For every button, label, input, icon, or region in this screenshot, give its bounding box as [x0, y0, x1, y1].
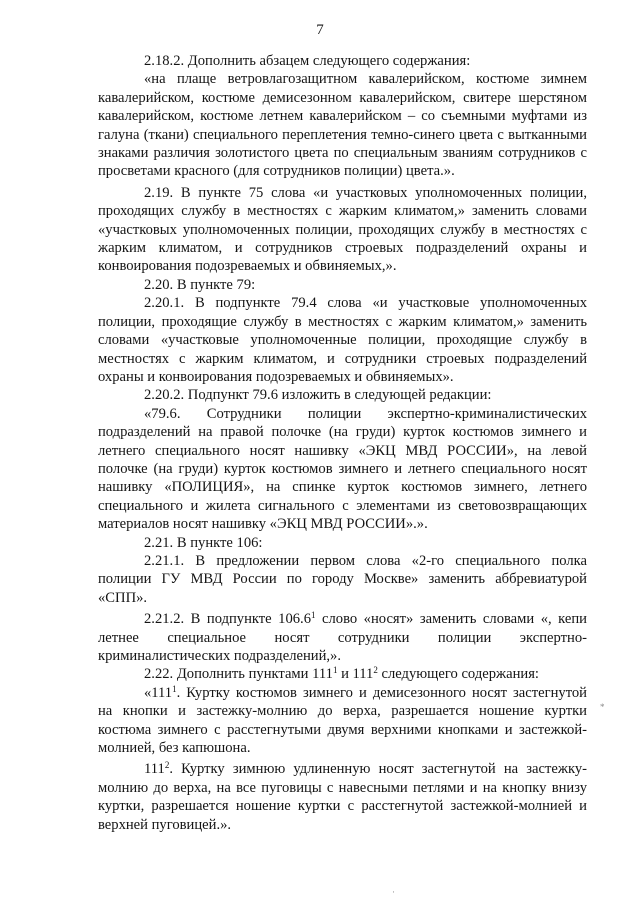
paragraph-2-21-2	[98, 610, 587, 665]
paragraph-2-20-1: 2.20.1. В подпункте 79.4 слова «и участковые уполномоченных полиции, проходящие службу в местностях с жарким климатом,» заменить словами «участковые уполномоченные полиции, проходящие службу в местностях с жарким климатом, и сотрудники строевых подразделений охраны и конвоирования подозреваемых и обвиняемых».	[98, 295, 587, 385]
paragraph-2-22-rest: следующего содержания:	[377, 666, 539, 683]
superscript: 2	[373, 665, 378, 676]
paragraph-111-2	[98, 760, 587, 834]
paragraph-79-6: «79.6. Сотрудники полиции экспертно-криминалистических подразделений на правой полочке (на груди) курток костюмов зимнего и летнего специального носят нашивку «ЭКЦ МВД РОССИИ», на левой полочке (на груди) курток костюмов зимнего и летнего специального носят нашивку «ПОЛИЦИЯ», на спинке курток костюмов зимнего, летнего специального и жилета сигнального с элементами из световозвращающих материалов носят нашивку «ЭКЦ МВД РОССИИ».».	[98, 405, 587, 533]
paragraph-2-21-1: 2.21.1. В предложении первом слова «2-го специального полка полиции ГУ МВД России по городу Москве» заменить аббревиатурой «СПП».	[98, 552, 587, 606]
paragraph-2-21-2-lead: 2.21.2. В подпункте 106.6	[144, 611, 312, 628]
paragraph-2-18-2: 2.18.2. Дополнить абзацем следующего содержания:	[144, 53, 471, 69]
superscript: 1	[311, 610, 316, 621]
superscript: 1	[332, 665, 338, 676]
paragraph-2-18-2-text: «на плаще ветровлагозащитном кавалерийском, костюме зимнем кавалерийском, костюме демисезонном кавалерийском, свитере шерстяном кавалерийском, костюме летнем кавалерийском – со съемными муфтами из галуна (ткани) специального переплетения темно-синего цвета с вытканными знаками различия золотистого цвета по специальным званиям сотрудников с просветами красного (для сотрудников полиции) цвета.».	[98, 71, 587, 180]
paragraph-2-22	[98, 665, 587, 683]
page-number: 7	[316, 22, 324, 38]
paragraph-2-21-2-rest: слово «носят» заменить словами «, кепи летнее специальное носят сотрудники полиции экспертно-криминалистических подразделений,».	[98, 611, 587, 664]
scan-speck: ·	[392, 887, 395, 897]
paragraph-111-2-lead: 111	[144, 761, 165, 778]
paragraph-2-22-middle: и 111	[337, 666, 374, 683]
paragraph-111-1-rest: . Куртку костюмов зимнего и демисезонного носят застегнутой на кнопки и застежку-молнию до верха, разрешается ношение куртки костюма зимнего с расстегнутыми двумя верхними кнопками и застежкой-молнией, без капюшона.	[98, 684, 587, 757]
scan-speck: *	[600, 702, 605, 712]
document-body	[98, 52, 587, 834]
paragraph-2-20: 2.20. В пункте 79:	[144, 276, 256, 293]
superscript: 2	[164, 760, 170, 771]
paragraph-2-19: 2.19. В пункте 75 слова «и участковых уполномоченных полиции, проходящих службу в местностях с жарким климатом,» заменить словами «участковых уполномоченных полиции, проходящих службу в местностях с жарким климатом, и сотрудников строевых подразделений охраны и конвоирования подозреваемых и обвиняемых,».	[98, 184, 587, 275]
paragraph-111-1	[98, 684, 587, 758]
paragraph-2-21: 2.21. В пункте 106:	[144, 534, 263, 551]
paragraph-111-2-rest: . Куртку зимнюю удлиненную носят застегнутой на застежку-молнию до верха, на все пуговицы с навесными петлями и на кнопку внизу куртки, разрешается ношение куртки с расстегнутой застежкой-молнией и верхней пуговицей.».	[98, 761, 587, 833]
paragraph-2-22-lead: 2.22. Дополнить пунктами 111	[144, 666, 333, 683]
superscript: 1	[172, 683, 177, 694]
paragraph-111-1-lead: «111	[144, 684, 173, 701]
paragraph-2-20-2: 2.20.2. Подпункт 79.6 изложить в следующей редакции:	[144, 387, 492, 404]
